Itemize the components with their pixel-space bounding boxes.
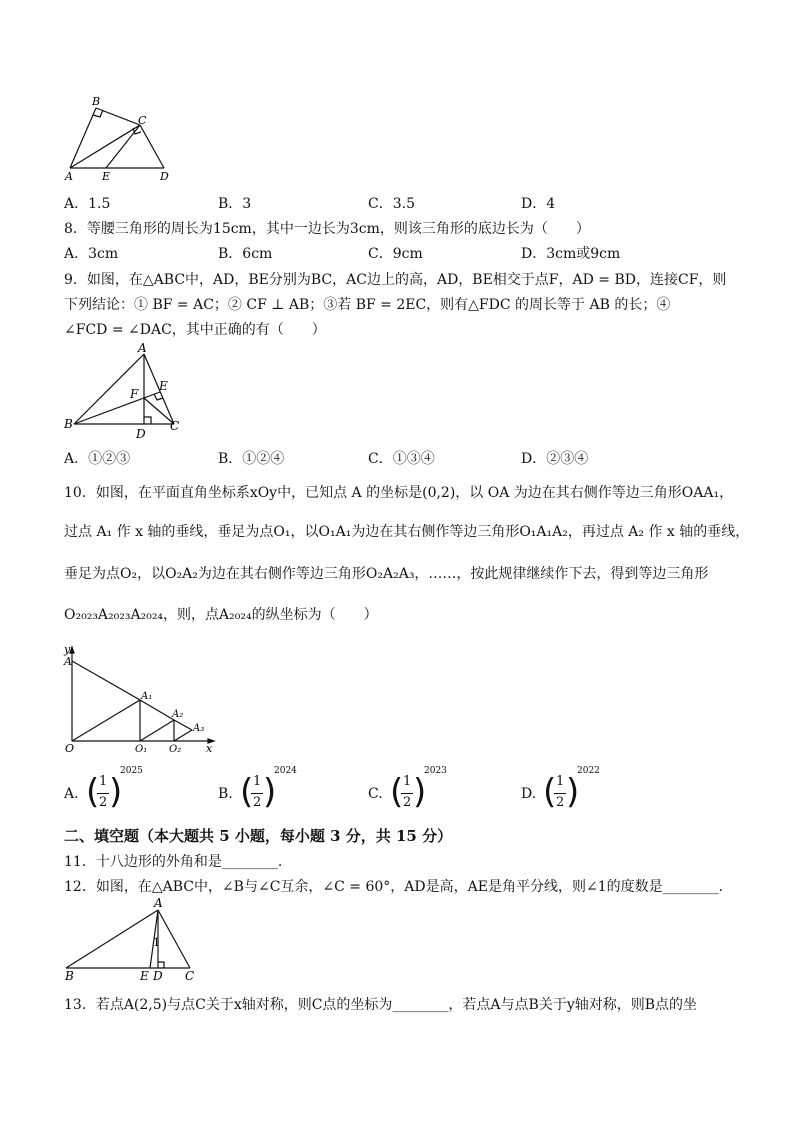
choice-letter: A. — [64, 786, 79, 802]
q12-figure — [62, 896, 212, 984]
q7-label-C: C — [138, 114, 147, 127]
q9-label-C: C — [170, 419, 180, 433]
right-paren: ) — [413, 772, 427, 812]
q8-stem: 8．等腰三角形的周长为15cm，其中一边长为3cm，则该三角形的底边长为（ ） — [64, 221, 590, 237]
q7-choice-b[interactable]: B．3 — [218, 196, 252, 212]
q9-label-F: F — [130, 387, 139, 401]
q9-stem-line2: 下列结论：① BF = AC；② CF ⊥ AB；③若 BF = 2EC，则有△FDC 的周长等于 AB 的长；④ — [64, 297, 671, 313]
q9-label-D: D — [136, 427, 146, 441]
q7-label-D: D — [160, 170, 169, 183]
q8-choice-b[interactable]: B．6cm — [218, 246, 273, 262]
numerator: 1 — [253, 774, 262, 789]
q12-label-D: D — [153, 969, 163, 983]
q9-label-B: B — [64, 417, 73, 431]
q9-stem-line1: 9．如图，在△ABC中，AD，BE分别为BC，AC边上的高，AD，BE相交于点F，AD = BD，连接CF，则 — [64, 272, 727, 288]
q10-label-y: y — [64, 644, 71, 656]
q10-label-O2: O₂ — [169, 744, 182, 754]
q10-figure — [62, 644, 222, 754]
q8-choice-a[interactable]: A．3cm — [64, 246, 119, 262]
right-paren: ) — [109, 772, 123, 812]
fraction-bar — [97, 793, 109, 794]
q11-stem: 11．十八边形的外角和是________. — [64, 854, 283, 870]
q7-label-A: A — [65, 170, 73, 183]
denominator: 2 — [99, 795, 108, 810]
left-paren: ( — [240, 772, 254, 812]
fraction — [86, 766, 143, 814]
q9-choice-d[interactable]: D．②③④ — [521, 451, 589, 467]
q7-label-E: E — [102, 170, 111, 183]
left-paren: ( — [543, 772, 557, 812]
q10-label-A2: A₂ — [172, 709, 184, 720]
numerator: 1 — [99, 774, 108, 789]
exponent: 2025 — [120, 766, 143, 776]
fraction-bar — [401, 793, 413, 794]
q10-choice-d[interactable] — [521, 766, 601, 818]
q10-label-A1: A₁ — [141, 691, 153, 702]
q12-label-C: C — [185, 969, 195, 983]
numerator: 1 — [556, 774, 565, 789]
choice-letter: B. — [218, 786, 233, 802]
q12-label-E: E — [140, 969, 149, 983]
q9-figure — [62, 342, 192, 442]
fraction — [240, 766, 297, 814]
q9-choice-a[interactable]: A．①②③ — [64, 451, 131, 467]
q10-stem-line3: 垂足为点O₂，以O₂A₂为边在其右侧作等边三角形O₂A₂A₃，……，按此规律继续作下去，得到等边三角形 — [64, 566, 709, 582]
q12-label-A: A — [154, 896, 163, 910]
choice-letter: D. — [521, 786, 537, 802]
fraction — [390, 766, 447, 814]
q7-figure — [62, 94, 182, 184]
fraction — [543, 766, 600, 814]
denominator: 2 — [556, 795, 565, 810]
left-paren: ( — [390, 772, 404, 812]
denominator: 2 — [253, 795, 262, 810]
q8-choice-c[interactable]: C．9cm — [368, 246, 423, 262]
q10-choice-b[interactable] — [218, 766, 298, 818]
q10-label-O: O — [65, 742, 75, 754]
q10-stem-line1: 10．如图，在平面直角坐标系xOy中，已知点 A 的坐标是(0,2)，以 OA 为边在其右侧作等边三角形OAA₁， — [64, 485, 734, 501]
q10-label-A: A — [64, 655, 72, 668]
choice-letter: C. — [368, 786, 383, 802]
q9-label-A: A — [138, 342, 147, 355]
q7-choice-c[interactable]: C．3.5 — [368, 196, 415, 212]
q12-label-B: B — [65, 969, 74, 983]
q12-label-1: 1 — [153, 936, 160, 949]
right-paren: ) — [566, 772, 580, 812]
q9-choice-c[interactable]: C．①③④ — [368, 451, 435, 467]
fraction-bar — [251, 793, 263, 794]
fraction-bar — [554, 793, 566, 794]
exponent: 2024 — [274, 766, 297, 776]
left-paren: ( — [86, 772, 100, 812]
q10-choice-a[interactable] — [64, 766, 144, 818]
q10-stem-line4: O₂₀₂₃A₂₀₂₃A₂₀₂₄，则，点A₂₀₂₄的纵坐标为（ ） — [64, 607, 378, 623]
q9-stem-line3: ∠FCD = ∠DAC，其中正确的有（ ） — [64, 322, 326, 338]
right-paren: ) — [263, 772, 277, 812]
q7-label-B: B — [92, 95, 101, 108]
exponent: 2023 — [424, 766, 447, 776]
denominator: 2 — [403, 795, 412, 810]
q7-choice-d[interactable]: D．4 — [521, 196, 556, 212]
exponent: 2022 — [577, 766, 600, 776]
q10-label-A3: A₃ — [193, 723, 205, 734]
q10-choice-c[interactable] — [368, 766, 448, 818]
q10-stem-line2: 过点 A₁ 作 x 轴的垂线，垂足为点O₁，以O₁A₁为边在其右侧作等边三角形O₁A₁A₂，再过点 A₂ 作 x 轴的垂线， — [64, 524, 750, 540]
q10-label-O1: O₁ — [135, 744, 148, 754]
numerator: 1 — [403, 774, 412, 789]
q8-choice-d[interactable]: D．3cm或9cm — [521, 246, 621, 262]
q9-label-E: E — [159, 379, 168, 393]
q13-stem: 13．若点A(2,5)与点C关于x轴对称，则C点的坐标为________，若点A与点B关于y轴对称，则B点的坐 — [64, 997, 698, 1013]
q9-choice-b[interactable]: B．①②④ — [218, 451, 285, 467]
q12-stem: 12．如图，在△ABC中，∠B与∠C互余，∠C = 60°，AD是高，AE是角平分线，则∠1的度数是________. — [64, 879, 724, 895]
section-title-fill-in: 二、填空题（本大题共 5 小题，每小题 3 分，共 15 分） — [64, 827, 453, 845]
q7-choice-a[interactable]: A．1.5 — [64, 196, 111, 212]
q10-label-x: x — [206, 742, 213, 754]
